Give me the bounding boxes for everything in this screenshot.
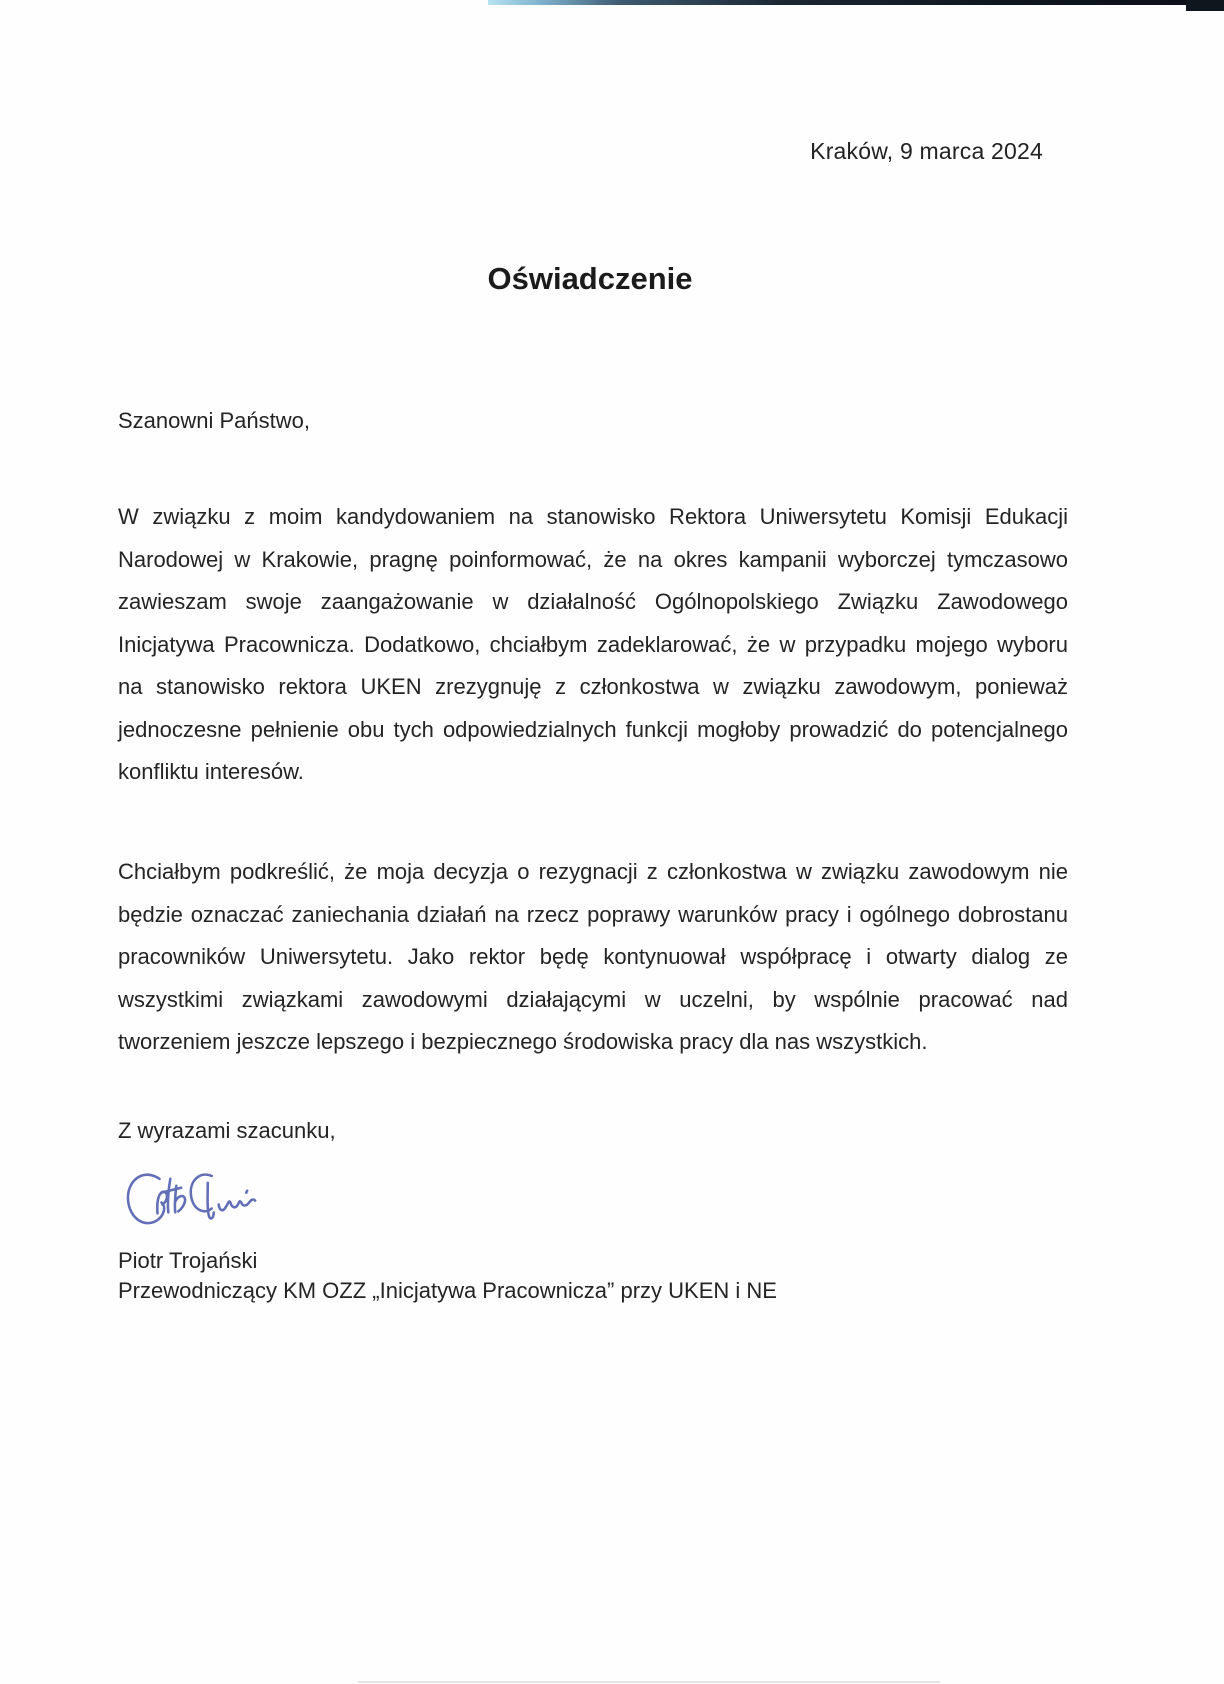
scan-artifact-top-right-mark — [1186, 0, 1224, 11]
signer-role: Przewodniczący KM OZZ „Inicjatywa Pracownicza” przy UKEN i NE — [118, 1278, 777, 1303]
salutation: Szanowni Państwo, — [118, 408, 310, 433]
handwritten-signature-icon — [124, 1166, 262, 1240]
paragraph-1: W związku z moim kandydowaniem na stanowisko Rektora Uniwersytetu Komisji Edukacji Narodowej w Krakowie, pragnę poinformować, że na okres kampanii wyborczej tymczasowo zawieszam swoje zaangażowanie w działalność Ogólnopolskiego Związku Zawodowego Inicjatywa Pracownicza. Dodatkowo, chciałbym zadeklarować, że w przypadku mojego wyboru na stanowisko rektora UKEN zrezygnuję z członkostwa w związku zawodowym, ponieważ jednoczesne pełnienie obu tych odpowiedzialnych funkcji mogłoby prowadzić do potencjalnego konfliktu interesów. — [118, 504, 1068, 784]
closing-line: Z wyrazami szacunku, — [118, 1118, 336, 1143]
scan-artifact-top-line — [488, 0, 1224, 5]
date-line: Kraków, 9 marca 2024 — [810, 138, 1043, 164]
scan-artifact-bottom-line — [358, 1681, 940, 1683]
letter-title: Oświadczenie — [487, 261, 693, 296]
paragraph-2: Chciałbym podkreślić, że moja decyzja o rezygnacji z członkostwa w związku zawodowym nie będzie oznaczać zaniechania działań na rzecz poprawy warunków pracy i ogólnego dobrostanu pracowników Uniwersytetu. Jako rektor będę kontynuował współpracę i otwarty dialog ze wszystkimi związkami zawodowymi działającymi w uczelni, by wspólnie pracować nad tworzeniem jeszcze lepszego i bezpiecznego środowiska pracy dla nas wszystkich. — [118, 859, 1068, 1054]
signer-name: Piotr Trojański — [118, 1248, 258, 1273]
